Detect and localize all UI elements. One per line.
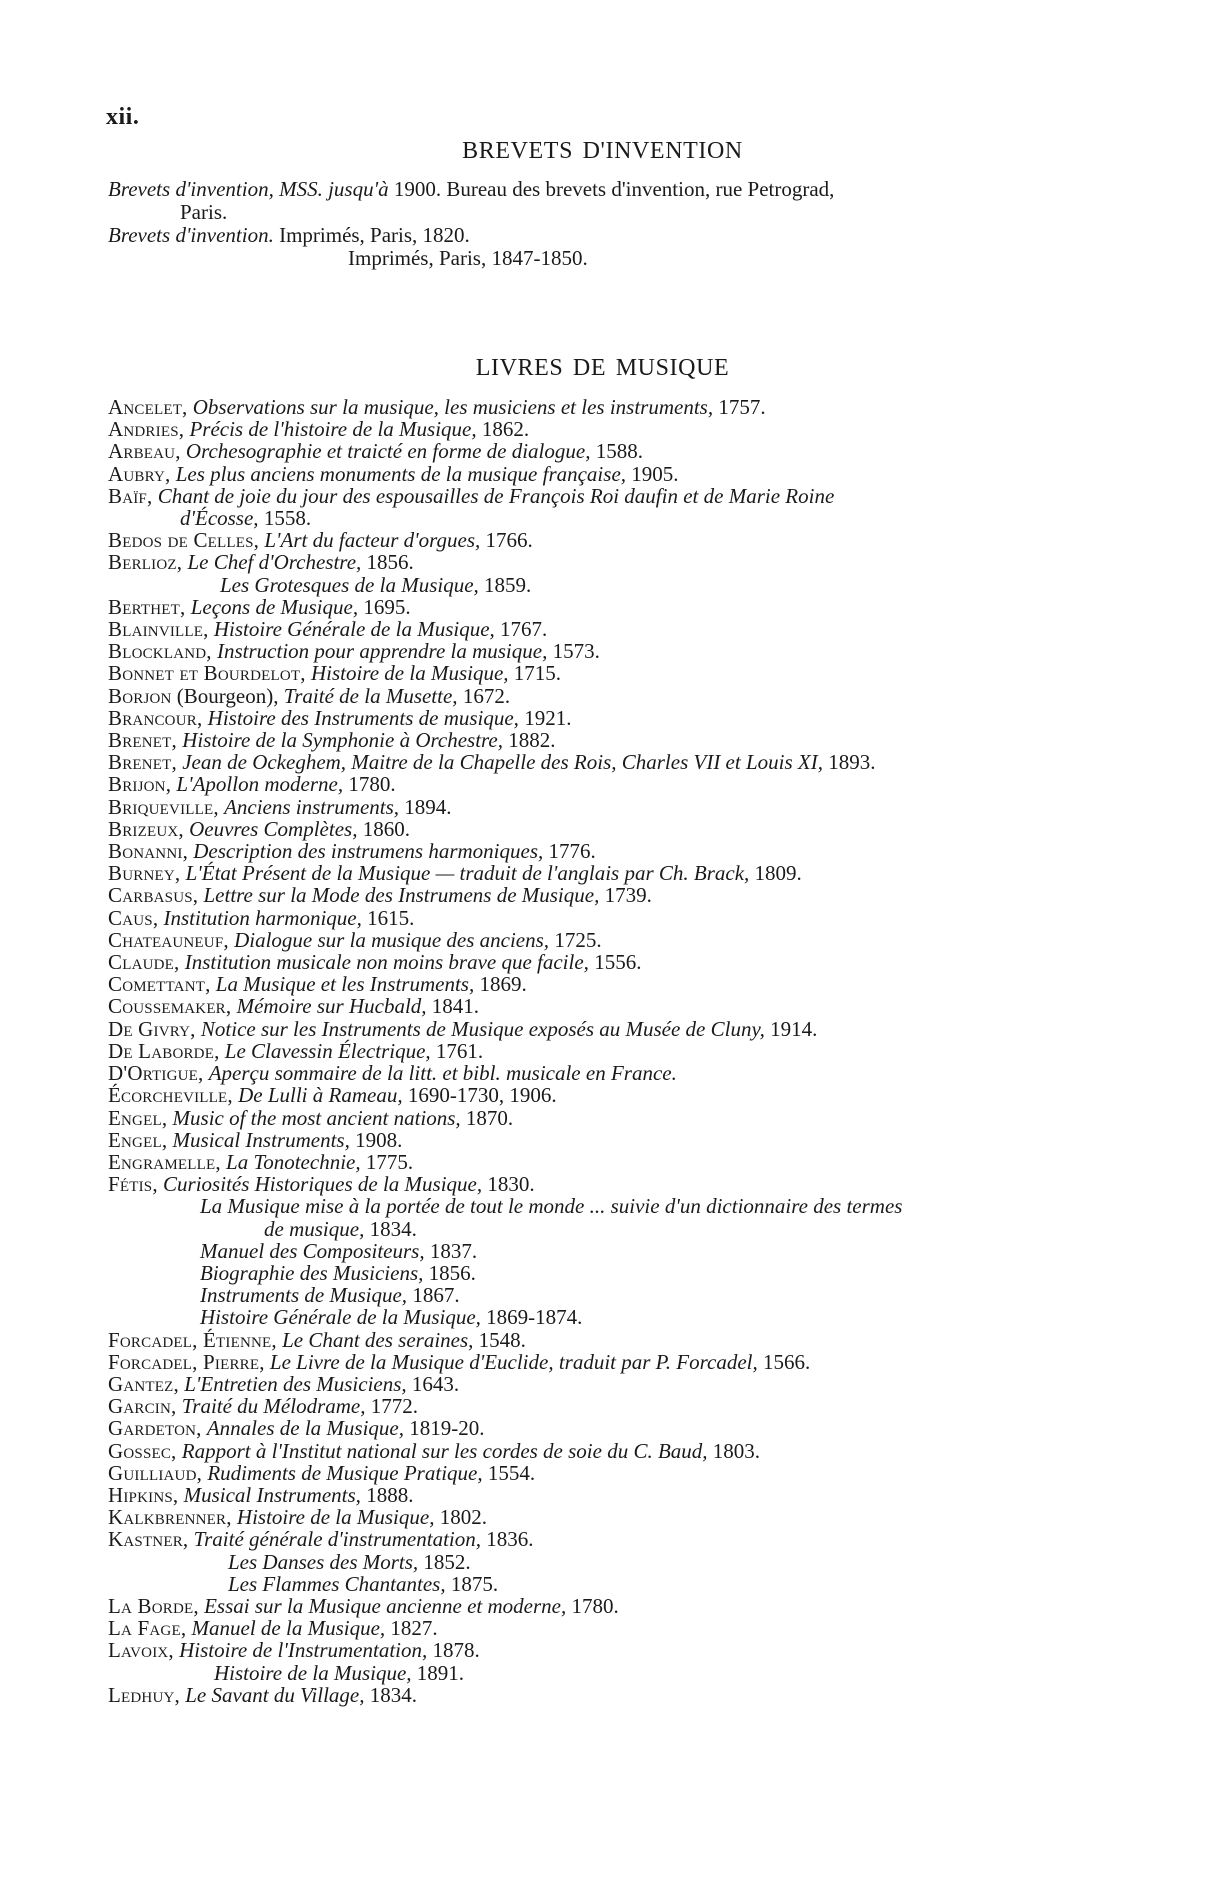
- entry-title: Instruments de Musique,: [200, 1283, 408, 1308]
- entry-details: 1725.: [549, 927, 602, 952]
- bibliography-entry-continuation: [108, 574, 1108, 596]
- entry-details: 1869.: [474, 972, 527, 997]
- bibliography-entry: [108, 951, 1108, 973]
- entry-details: 1672.: [457, 683, 511, 708]
- bibliography-entry: [108, 418, 1108, 440]
- bibliography-entry: [108, 729, 1108, 751]
- bibliography-entry: [108, 662, 1108, 684]
- entry-details: Paris.: [180, 200, 228, 224]
- bibliography-entry: [108, 751, 1108, 773]
- entry-title: Music of the most ancient nations,: [172, 1105, 461, 1130]
- entry-details: 1862.: [476, 417, 530, 442]
- entry-details: 1893.: [822, 750, 876, 775]
- section-heading-brevets: BREVETS D'INVENTION: [462, 138, 743, 164]
- bibliography-entry: [108, 907, 1108, 929]
- entry-title: Anciens instruments,: [224, 794, 400, 819]
- entry-title: Brevets d'invention.: [108, 223, 274, 247]
- bibliography-entry: [108, 973, 1108, 995]
- entry-title: Essai sur la Musique ancienne et moderne,: [204, 1593, 567, 1618]
- entry-details: 1891.: [411, 1660, 465, 1685]
- entry-title: Le Chef d'Orchestre,: [187, 550, 362, 575]
- bibliography-entry-continuation: [108, 1573, 1108, 1595]
- entry-title: Les Grotesques de la Musique,: [220, 572, 479, 597]
- entry-title: Annales de la Musique,: [206, 1416, 404, 1441]
- bibliography-entry: [108, 1107, 1108, 1129]
- entry-details: 1908.: [349, 1127, 403, 1152]
- entry-author: Brijon,: [108, 772, 172, 797]
- entry-details: 1573.: [547, 639, 600, 664]
- bibliography-entry: [108, 1373, 1108, 1395]
- entry-author: Baïf,: [108, 483, 153, 508]
- entry-author: Ledhuy,: [108, 1682, 180, 1707]
- bibliography-entry: [108, 1351, 1108, 1373]
- entry-details: 1859.: [478, 572, 532, 597]
- entry-title: Instruction pour apprendre la musique,: [217, 639, 548, 664]
- entry-title: La Musique et les Instruments,: [215, 972, 475, 997]
- bibliography-entry: [108, 1684, 1108, 1706]
- entry-details: 1856.: [423, 1260, 476, 1285]
- entry-author: Écorcheville,: [108, 1083, 233, 1108]
- bibliography-entry: [108, 1040, 1108, 1062]
- entry-author: Arbeau,: [108, 439, 181, 464]
- bibliography-entry-continuation: [108, 1306, 1108, 1328]
- bibliography-entry: [108, 1129, 1108, 1151]
- entry-author: Blockland,: [108, 639, 212, 664]
- entry-details: 1767.: [494, 617, 548, 642]
- entry-details: 1888.: [360, 1482, 414, 1507]
- entry-details: 1852.: [418, 1549, 471, 1574]
- entry-title: Aperçu sommaire de la litt. et bibl. musicale en France.: [208, 1061, 677, 1086]
- entry-title: Traité du Mélodrame,: [181, 1394, 366, 1419]
- entry-title: Mémoire sur Hucbald,: [236, 994, 427, 1019]
- entry-details: 1566.: [757, 1349, 811, 1374]
- bibliography-entry: [108, 1151, 1108, 1173]
- bibliography-entry: [108, 485, 1108, 507]
- bibliography-entry: [108, 178, 1108, 201]
- bibliography-entry: [108, 618, 1108, 640]
- entry-details: 1836.: [481, 1527, 534, 1552]
- entry-title: Le Livre de la Musique d'Euclide, traduit par P. Forcadel,: [269, 1349, 758, 1374]
- entry-details: 1780.: [566, 1593, 619, 1618]
- entry-author: Aubry,: [108, 461, 171, 486]
- bibliography-entry: [108, 1595, 1108, 1617]
- entry-title: Le Savant du Village,: [185, 1682, 365, 1707]
- entry-author: Brenet,: [108, 728, 177, 753]
- bibliography-entry: [108, 596, 1108, 618]
- entry-title: Dialogue sur la musique des anciens,: [234, 927, 550, 952]
- bibliography-entry: [108, 396, 1108, 418]
- entry-title: Lettre sur la Mode des Instrumens de Musique,: [203, 883, 600, 908]
- bibliography-entry: [108, 463, 1108, 485]
- bibliography-entry: [108, 1440, 1108, 1462]
- bibliography-entry: [108, 1173, 1108, 1195]
- entry-details: 1914.: [764, 1016, 818, 1041]
- entry-author: Forcadel, Étienne,: [108, 1327, 277, 1352]
- entry-title: Histoire Générale de la Musique,: [200, 1305, 481, 1330]
- entry-title: Histoire Générale de la Musique,: [213, 617, 495, 642]
- entry-title: Histoire de l'Instrumentation,: [179, 1638, 428, 1663]
- livres-list: [108, 396, 1108, 1706]
- entry-title: Orchesographie et traicté en forme de dialogue,: [185, 439, 591, 464]
- entry-details: 1830.: [482, 1172, 535, 1197]
- entry-title: Précis de l'histoire de la Musique,: [189, 417, 477, 442]
- bibliography-entry-continuation: [108, 201, 1108, 224]
- bibliography-entry-continuation: [108, 1262, 1108, 1284]
- entry-details: 1875.: [445, 1571, 499, 1596]
- entry-author: La Borde,: [108, 1593, 199, 1618]
- entry-author: Blainville,: [108, 617, 209, 642]
- entry-title: Histoire de la Symphonie à Orchestre,: [182, 728, 504, 753]
- entry-author: La Fage,: [108, 1616, 187, 1641]
- entry-details: 1841.: [426, 994, 480, 1019]
- entry-author: Berthet,: [108, 594, 186, 619]
- entry-details: 1715.: [508, 661, 562, 686]
- entry-details: 1615.: [361, 905, 415, 930]
- entry-details: 1869-1874.: [480, 1305, 583, 1330]
- entry-details: 1588.: [590, 439, 643, 464]
- entry-title: L'Entretien des Musiciens,: [184, 1371, 407, 1396]
- bibliography-entry-continuation: [108, 1662, 1108, 1684]
- entry-author: Borjon: [108, 683, 172, 708]
- bibliography-entry: [108, 1639, 1108, 1661]
- entry-details: 1695.: [358, 594, 411, 619]
- bibliography-entry: [108, 551, 1108, 573]
- entry-title: Leçons de Musique,: [190, 594, 359, 619]
- entry-author: Brenet,: [108, 750, 177, 775]
- entry-details: 1554.: [482, 1460, 536, 1485]
- bibliography-entry: [108, 224, 1108, 247]
- bibliography-entry: [108, 707, 1108, 729]
- bibliography-entry: [108, 929, 1108, 951]
- entry-details: 1803.: [707, 1438, 761, 1463]
- bibliography-entry: [108, 1329, 1108, 1351]
- entry-details: 1921.: [518, 705, 572, 730]
- entry-author: Forcadel, Pierre,: [108, 1349, 265, 1374]
- entry-details: 1757.: [713, 395, 766, 419]
- bibliography-entry: [108, 1484, 1108, 1506]
- entry-author: De Laborde,: [108, 1038, 220, 1063]
- bibliography-entry: [108, 1617, 1108, 1639]
- bibliography-entry: [108, 1062, 1108, 1084]
- entry-title: Le Chant des seraines,: [282, 1327, 474, 1352]
- entry-details: 1761.: [430, 1038, 484, 1063]
- entry-details: 1776.: [543, 839, 596, 864]
- entry-details: 1905.: [626, 461, 679, 486]
- entry-author: Hipkins,: [108, 1482, 179, 1507]
- entry-details: 1780.: [343, 772, 396, 797]
- entry-title: Institution harmonique,: [163, 905, 362, 930]
- entry-title: Oeuvres Complètes,: [189, 816, 358, 841]
- entry-title: de musique,: [264, 1216, 365, 1241]
- entry-author: Engramelle,: [108, 1149, 221, 1174]
- bibliography-entry: [108, 1528, 1108, 1550]
- entry-title: Les Danses des Morts,: [228, 1549, 419, 1574]
- entry-author: Berlioz,: [108, 550, 183, 575]
- entry-details: 1867.: [407, 1283, 460, 1308]
- entry-details: 1556.: [588, 950, 642, 975]
- bibliography-entry: [108, 1395, 1108, 1417]
- entry-details: Imprimés, Paris, 1847-1850.: [348, 246, 588, 270]
- bibliography-entry: [108, 1417, 1108, 1439]
- entry-title: L'Art du facteur d'orgues,: [264, 528, 481, 553]
- entry-title: Notice sur les Instruments de Musique exposés au Musée de Cluny,: [200, 1016, 765, 1041]
- bibliography-entry-continuation: [108, 1240, 1108, 1262]
- entry-details: 1882.: [503, 728, 556, 753]
- entry-author: Bedos de Celles,: [108, 528, 260, 553]
- entry-title: Histoire de la Musique,: [214, 1660, 412, 1685]
- entry-details: 1690-1730, 1906.: [402, 1083, 557, 1108]
- entry-details: 1878.: [427, 1638, 480, 1663]
- bibliography-entry: [108, 1506, 1108, 1528]
- entry-title: Rudiments de Musique Pratique,: [207, 1460, 483, 1485]
- entry-details: 1870.: [460, 1105, 514, 1130]
- entry-author: Gardeton,: [108, 1416, 202, 1441]
- entry-details: 1819-20.: [404, 1416, 485, 1441]
- entry-title: Jean de Ockeghem, Maitre de la Chapelle des Rois, Charles VII et Louis XI,: [182, 750, 823, 775]
- entry-author: Ancelet,: [108, 395, 188, 419]
- entry-author: Claude,: [108, 950, 180, 975]
- entry-title: Curiosités Historiques de la Musique,: [163, 1172, 483, 1197]
- entry-author: Andries,: [108, 417, 185, 442]
- bibliography-entry: [108, 840, 1108, 862]
- entry-title: Observations sur la musique, les musiciens et les instruments,: [192, 395, 714, 419]
- bibliography-entry: [108, 796, 1108, 818]
- entry-title: L'État Présent de la Musique — traduit de l'anglais par Ch. Brack,: [185, 861, 750, 886]
- entry-author: Bonnet et Bourdelot,: [108, 661, 306, 686]
- bibliography-entry: [108, 440, 1108, 462]
- entry-details: 1766.: [480, 528, 533, 553]
- entry-details: 1856.: [361, 550, 414, 575]
- entry-title: Les Flammes Chantantes,: [228, 1571, 446, 1596]
- brevets-list: [108, 178, 1108, 270]
- page-number: xii.: [106, 104, 140, 130]
- entry-title: Chant de joie du jour des espousailles de François Roi daufin et de Marie Roine: [157, 483, 835, 508]
- entry-details: 1809.: [749, 861, 802, 886]
- bibliography-entry: [108, 529, 1108, 551]
- entry-title: Institution musicale non moins brave que facile,: [184, 950, 589, 975]
- entry-author: Chateauneuf,: [108, 927, 229, 952]
- entry-author: D'Ortigue,: [108, 1061, 204, 1086]
- entry-title: d'Écosse,: [180, 506, 259, 531]
- entry-author: Kastner,: [108, 1527, 189, 1552]
- entry-title: Histoire de la Musique,: [236, 1505, 435, 1530]
- entry-author: Gantez,: [108, 1371, 179, 1396]
- bibliography-entry: [108, 862, 1108, 884]
- bibliography-entry: [108, 884, 1108, 906]
- entry-author: Guilliaud,: [108, 1460, 203, 1485]
- entry-author: Engel,: [108, 1127, 168, 1152]
- entry-details: (Bourgeon),: [176, 683, 284, 708]
- entry-details: 1739.: [599, 883, 652, 908]
- entry-author: Lavoix,: [108, 1638, 174, 1663]
- entry-author: Fétis,: [108, 1172, 158, 1197]
- entry-title: Rapport à l'Institut national sur les cordes de soie du C. Baud,: [181, 1438, 708, 1463]
- entry-details: 1802.: [434, 1505, 487, 1530]
- bibliography-entry-continuation: [108, 507, 1108, 529]
- bibliography-entry-continuation: [108, 1218, 1108, 1240]
- entry-title: Histoire de la Musique,: [310, 661, 509, 686]
- entry-details: 1894.: [399, 794, 452, 819]
- bibliography-entry-continuation: [108, 1551, 1108, 1573]
- entry-title: Le Clavessin Électrique,: [224, 1038, 431, 1063]
- entry-author: Brancour,: [108, 705, 203, 730]
- bibliography-entry-continuation: [108, 1284, 1108, 1306]
- bibliography-entry: [108, 1462, 1108, 1484]
- entry-details: 1772.: [365, 1394, 418, 1419]
- entry-details: 1860.: [357, 816, 410, 841]
- entry-title: Biographie des Musiciens,: [200, 1260, 424, 1285]
- entry-title: Musical Instruments,: [172, 1127, 350, 1152]
- bibliography-entry-continuation: [108, 1195, 1108, 1217]
- entry-author: Briqueville,: [108, 794, 219, 819]
- entry-title: Les plus anciens monuments de la musique française,: [175, 461, 627, 486]
- entry-author: Burney,: [108, 861, 181, 886]
- entry-details: 1827.: [385, 1616, 438, 1641]
- entry-author: Gossec,: [108, 1438, 177, 1463]
- bibliography-entry: [108, 640, 1108, 662]
- entry-author: Carbasus,: [108, 883, 199, 908]
- entry-title: Musical Instruments,: [183, 1482, 361, 1507]
- entry-details: 1558.: [258, 506, 312, 531]
- entry-title: De Lulli à Rameau,: [238, 1083, 403, 1108]
- entry-author: Kalkbrenner,: [108, 1505, 232, 1530]
- bibliography-entry: [108, 1084, 1108, 1106]
- entry-details: 1548.: [473, 1327, 526, 1352]
- entry-author: Comettant,: [108, 972, 211, 997]
- bibliography-entry-continuation: [108, 247, 1108, 270]
- entry-details: Imprimés, Paris, 1820.: [273, 223, 470, 247]
- entry-author: Brizeux,: [108, 816, 184, 841]
- entry-details: 1643.: [406, 1371, 460, 1396]
- section-heading-livres: LIVRES DE MUSIQUE: [475, 355, 730, 381]
- entry-author: De Givry,: [108, 1016, 196, 1041]
- bibliography-entry: [108, 995, 1108, 1017]
- entry-author: Bonanni,: [108, 839, 189, 864]
- bibliography-entry: [108, 818, 1108, 840]
- entry-title: Brevets d'invention, MSS. jusqu'à: [108, 177, 389, 201]
- bibliography-entry: [108, 685, 1108, 707]
- entry-author: Coussemaker,: [108, 994, 232, 1019]
- entry-author: Caus,: [108, 905, 159, 930]
- entry-title: Histoire des Instruments de musique,: [207, 705, 519, 730]
- entry-title: Manuel des Compositeurs,: [200, 1238, 425, 1263]
- entry-details: 1775.: [360, 1149, 414, 1174]
- entry-title: L'Apollon moderne,: [176, 772, 344, 797]
- bibliography-entry: [108, 1018, 1108, 1040]
- bibliography-entry: [108, 773, 1108, 795]
- entry-details: 1834.: [364, 1682, 417, 1707]
- entry-title: La Musique mise à la portée de tout le monde ... suivie d'un dictionnaire des termes: [200, 1194, 903, 1219]
- entry-title: Manuel de la Musique,: [191, 1616, 386, 1641]
- entry-title: Traité générale d'instrumentation,: [193, 1527, 482, 1552]
- entry-title: Description des instrumens harmoniques,: [193, 839, 544, 864]
- entry-details: 1837.: [424, 1238, 478, 1263]
- entry-title: La Tonotechnie,: [226, 1149, 361, 1174]
- entry-author: Garcin,: [108, 1394, 177, 1419]
- entry-details: 1900. Bureau des brevets d'invention, rue Petrograd,: [388, 177, 835, 201]
- entry-details: 1834.: [364, 1216, 417, 1241]
- entry-title: Traité de la Musette,: [283, 683, 458, 708]
- entry-author: Engel,: [108, 1105, 168, 1130]
